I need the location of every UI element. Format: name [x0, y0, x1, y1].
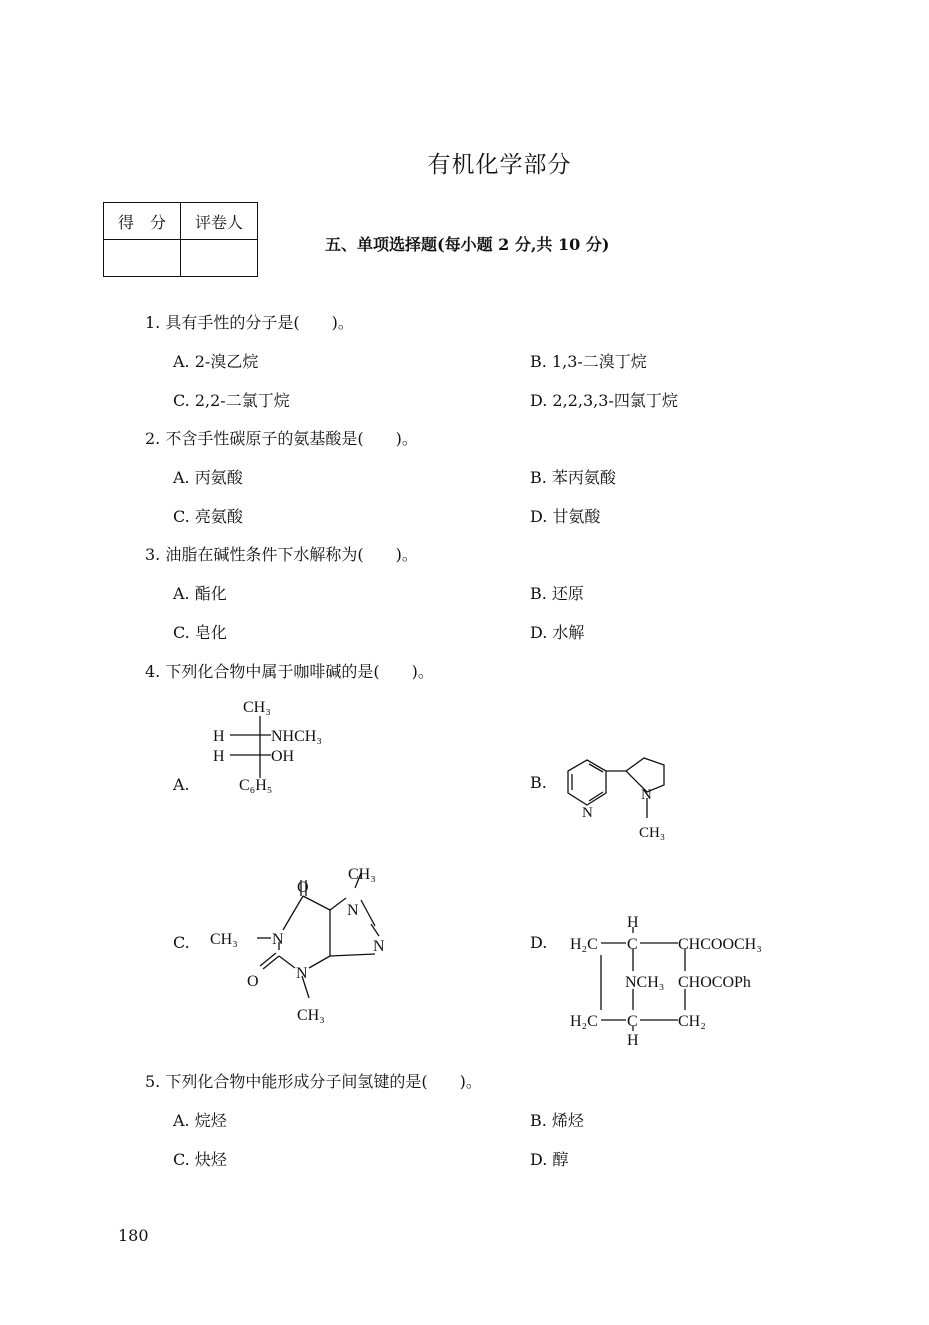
question-2-option-b: B. 苯丙氨酸: [530, 468, 616, 487]
structure-d-h-bottom: H: [627, 1032, 639, 1049]
question-1-option-b: B. 1,3-二溴丁烷: [530, 352, 647, 371]
question-2-stem: 2. 不含手性碳原子的氨基酸是( )。: [145, 429, 418, 448]
question-2-option-c: C. 亮氨酸: [173, 507, 243, 526]
structure-c-o-left: O: [247, 973, 259, 990]
question-5-option-b: B. 烯烃: [530, 1111, 584, 1130]
structure-d-bicyclic: [565, 905, 800, 1050]
structure-c-ch3-left: CH₃: [210, 931, 238, 948]
question-4-option-b-label: B.: [530, 773, 547, 792]
structure-d-h2c-bottom: H₂C: [570, 1013, 598, 1030]
structure-c-ch3-bottom: CH₃: [297, 1007, 325, 1024]
structure-b-pyrrolidine-n: N: [641, 787, 652, 803]
question-5-stem: 5. 下列化合物中能形成分子间氢键的是( )。: [145, 1072, 482, 1091]
question-3-option-d: D. 水解: [530, 623, 585, 642]
structure-a-top: CH₃: [243, 699, 271, 716]
structure-a-row1-right: NHCH₃: [271, 728, 322, 745]
question-3-option-b: B. 还原: [530, 584, 584, 603]
structure-b-ring-n: N: [582, 805, 593, 821]
structure-d-h-top: H: [627, 914, 639, 931]
page-number: 180: [118, 1226, 149, 1245]
structure-d-h2c-top: H₂C: [570, 936, 598, 953]
grader-cell: [181, 240, 258, 277]
structure-c-o-top: O: [297, 879, 309, 896]
structure-a-row2-left: H: [213, 748, 225, 765]
structure-b-nicotine: [560, 750, 690, 850]
question-1-option-a: A. 2-溴乙烷: [173, 352, 259, 371]
structure-c-n-bottom: N: [296, 965, 308, 982]
score-cell: [104, 240, 181, 277]
question-4-option-a-label: A.: [173, 775, 190, 794]
structure-c-n-left: N: [272, 931, 284, 948]
structure-d-c-bottom: C: [627, 1013, 638, 1030]
structure-a-fischer: [205, 690, 355, 800]
question-4-option-d-label: D.: [530, 933, 548, 952]
structure-d-chcooch3: CHCOOCH₃: [678, 936, 762, 953]
score-label: 得 分: [104, 203, 181, 240]
structure-d-chocoph: CHOCOPh: [678, 974, 751, 991]
structure-b-methyl: CH₃: [639, 825, 666, 841]
question-4-option-c-label: C.: [173, 933, 190, 952]
question-3-option-c: C. 皂化: [173, 623, 227, 642]
question-5-option-d: D. 醇: [530, 1150, 569, 1169]
question-1-option-c: C. 2,2-二氯丁烷: [173, 391, 290, 410]
page-title: 有机化学部分: [427, 152, 572, 178]
structure-a-bottom: C₆H₅: [239, 777, 273, 794]
question-3-stem: 3. 油脂在碱性条件下水解称为( )。: [145, 545, 418, 564]
question-2-option-a: A. 丙氨酸: [173, 468, 243, 487]
structure-c-caffeine: [205, 858, 405, 1028]
structure-c-n-right: N: [373, 938, 385, 955]
question-1-stem: 1. 具有手性的分子是( )。: [145, 313, 354, 332]
structure-d-ch2: CH₂: [678, 1013, 706, 1030]
score-box: [103, 202, 258, 277]
question-4-stem: 4. 下列化合物中属于咖啡碱的是( )。: [145, 662, 434, 681]
question-1-option-d: D. 2,2,3,3-四氯丁烷: [530, 391, 678, 410]
structure-c-ch3-top: CH₃: [348, 866, 376, 883]
question-5-option-c: C. 炔烃: [173, 1150, 227, 1169]
structure-c-n-top: N: [347, 902, 359, 919]
question-5-option-a: A. 烷烃: [173, 1111, 227, 1130]
structure-d-c-top: C: [627, 936, 638, 953]
structure-a-row1-left: H: [213, 728, 225, 745]
structure-d-nch3: NCH₃: [625, 974, 665, 991]
section-heading: 五、单项选择题(每小题 2 分,共 10 分): [325, 235, 610, 254]
grader-label: 评卷人: [181, 203, 258, 240]
question-3-option-a: A. 酯化: [173, 584, 227, 603]
question-2-option-d: D. 甘氨酸: [530, 507, 601, 526]
structure-a-row2-right: OH: [271, 748, 295, 765]
